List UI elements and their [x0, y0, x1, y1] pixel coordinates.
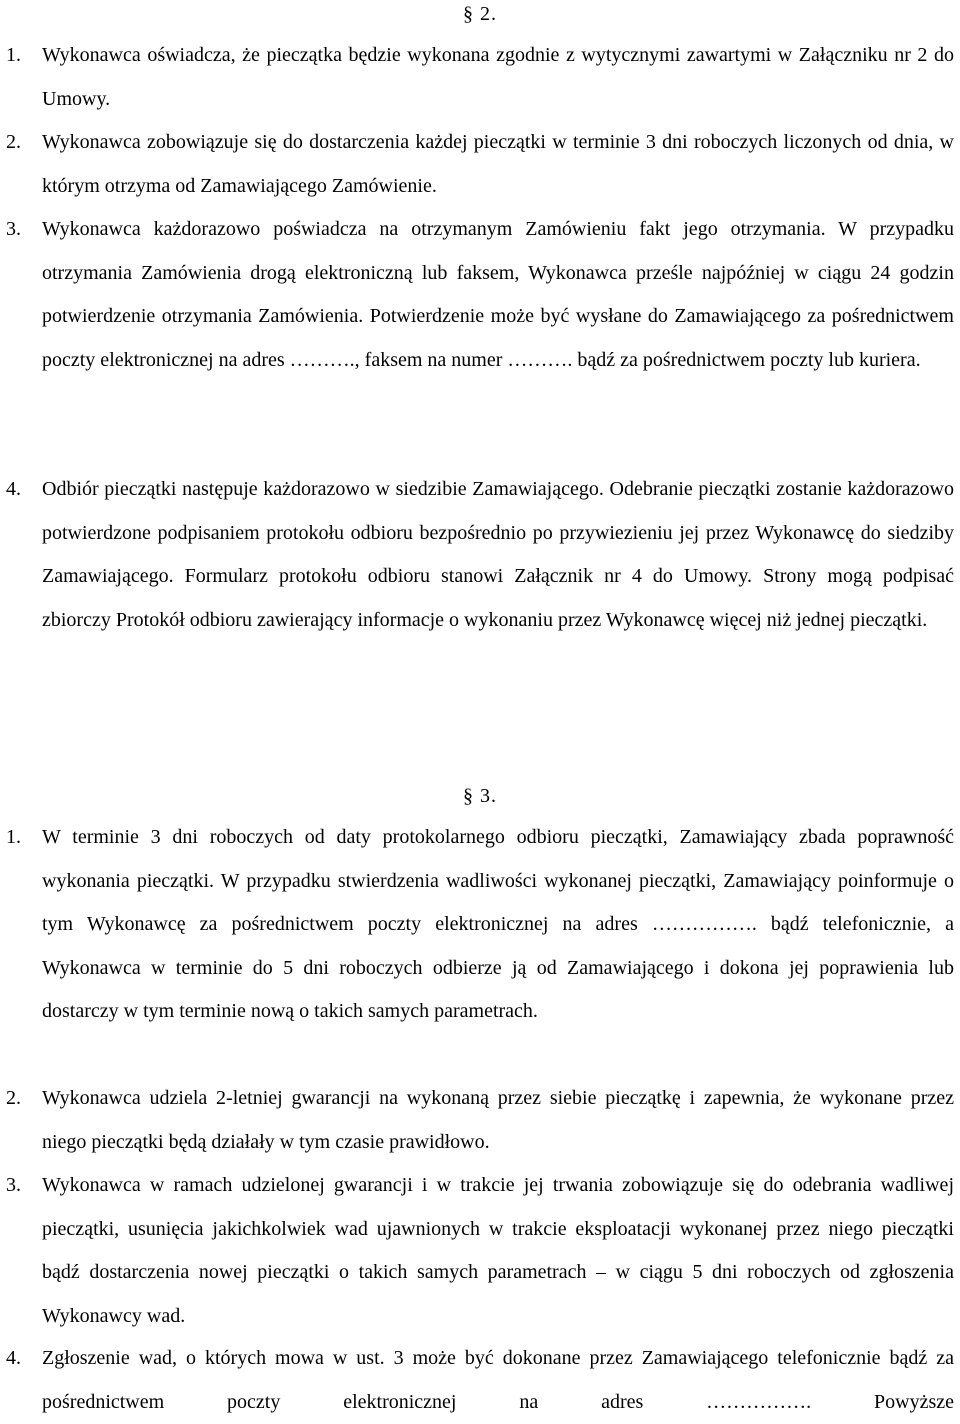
item-text: Wykonawca w ramach udzielonej gwarancji i w trakcie jej trwania zobowiązuje się do odebrania wadliwej pieczątki, usunięcia jakichkolwiek wad ujawnionych w trakcie eksploatacji wykonanej przez niego pieczątki bądź dostarczenia nowej pieczątki o takich samych parametrach – w ciągu 5 dni roboczych od zgłoszenia Wykonawcy wad. — [42, 1174, 954, 1327]
item-text: Wykonawca zobowiązuje się do dostarczenia każdej pieczątki w terminie 3 dni roboczych liczonych od dnia, w którym otrzyma od Zamawiającego Zamówienie. — [42, 131, 954, 197]
item-number: 3. — [6, 1174, 21, 1196]
item-text: Wykonawca oświadcza, że pieczątka będzie wykonana zgodnie z wytycznymi zawartymi w Załączniku nr 2 do Umowy. — [42, 44, 954, 110]
section-3-item-1 — [0, 816, 960, 1034]
section-heading-3: § 3. — [463, 785, 497, 807]
section-2-item-2 — [0, 121, 960, 208]
item-text: W terminie 3 dni roboczych od daty protokolarnego odbioru pieczątki, Zamawiający zbada poprawność wykonania pieczątki. W przypadku stwierdzenia wadliwości wykonanej pieczątki, Zamawiający poinformuje o tym Wykonawcę za pośrednictwem poczty elektronicznej na adres ……………. bądź telefonicznie, a Wykonawca w terminie do 5 dni roboczych odbierze ją od Zamawiającego i dokona jej poprawienia lub dostarczy w tym terminie nową o takich samych parametrach. — [42, 826, 954, 1022]
item-text: Odbiór pieczątki następuje każdorazowo w siedzibie Zamawiającego. Odebranie pieczątki zostanie każdorazowo potwierdzone podpisaniem protokołu odbioru bezpośrednio po przywiezieniu jej przez Wykonawcę do siedziby Zamawiającego. Formularz protokołu odbioru stanowi Załącznik nr 4 do Umowy. Strony mogą podpisać zbiorczy Protokół odbioru zawierający informacje o wykonaniu przez Wykonawcę więcej niż jednej pieczątki. — [42, 478, 954, 631]
section-3-item-2 — [0, 1077, 960, 1164]
section-3-item-4 — [0, 1337, 960, 1424]
item-text: Wykonawca udziela 2-letniej gwarancji na wykonaną przez siebie pieczątkę i zapewnia, że wykonane przez niego pieczątki będą działały w tym czasie prawidłowo. — [42, 1087, 954, 1153]
item-number: 1. — [6, 826, 21, 848]
section-2-item-4 — [0, 468, 960, 642]
item-number: 1. — [6, 44, 21, 66]
item-number: 2. — [6, 1087, 21, 1109]
item-text: Zgłoszenie wad, o których mowa w ust. 3 może być dokonane przez Zamawiającego telefonicznie bądź za pośrednictwem poczty elektronicznej na adres ……………. Powyższe — [42, 1347, 954, 1413]
section-2-item-1 — [0, 34, 960, 121]
item-text: Wykonawca każdorazowo poświadcza na otrzymanym Zamówieniu fakt jego otrzymania. W przypadku otrzymania Zamówienia drogą elektroniczną lub faksem, Wykonawca prześle najpóźniej w ciągu 24 godzin potwierdzenie otrzymania Zamówienia. Potwierdzenie może być wysłane do Zamawiającego za pośrednictwem poczty elektronicznej na adres ………., faksem na numer ………. bądź za pośrednictwem poczty lub kuriera. — [42, 218, 954, 371]
section-3-item-3 — [0, 1164, 960, 1338]
section-heading-2: § 2. — [463, 3, 497, 25]
item-number: 4. — [6, 478, 21, 500]
item-number: 2. — [6, 131, 21, 153]
item-number: 3. — [6, 218, 21, 240]
item-number: 4. — [6, 1347, 21, 1369]
section-2-item-3 — [0, 208, 960, 382]
